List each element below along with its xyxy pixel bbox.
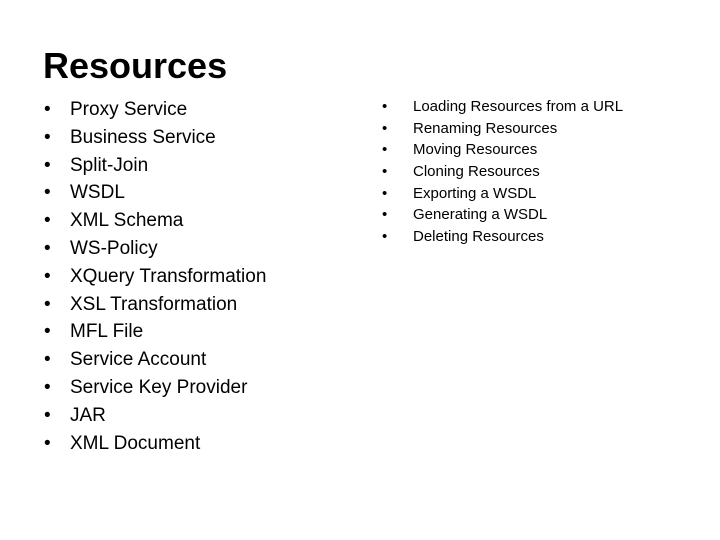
list-item-label: Service Key Provider [70, 376, 248, 398]
list-item-label: Business Service [70, 126, 216, 148]
bullet-icon: • [382, 141, 388, 159]
list-item [44, 291, 344, 319]
bullet-icon: • [44, 404, 51, 426]
list-item-label: WS-Policy [70, 237, 158, 259]
resource-types-list [44, 96, 344, 457]
list-item-label: XQuery Transformation [70, 265, 267, 287]
bullet-icon: • [44, 376, 51, 398]
list-item [382, 183, 712, 205]
list-item-label: Split-Join [70, 154, 149, 176]
list-item [44, 346, 344, 374]
list-item [44, 96, 344, 124]
bullet-icon: • [44, 265, 51, 287]
list-item [44, 263, 344, 291]
list-item-label: Service Account [70, 349, 207, 371]
list-item [44, 430, 344, 458]
list-item [382, 204, 712, 226]
bullet-icon: • [44, 349, 51, 371]
list-item [382, 161, 712, 183]
list-item-label: MFL File [70, 321, 144, 343]
resource-tasks-list [382, 96, 712, 248]
list-item [44, 402, 344, 430]
bullet-icon: • [44, 321, 51, 343]
list-item [44, 318, 344, 346]
list-item-label: Renaming Resources [413, 119, 558, 137]
slide-title: Resources [43, 45, 228, 86]
bullet-icon: • [382, 98, 388, 115]
list-item-label: Cloning Resources [413, 163, 540, 181]
list-item [44, 235, 344, 263]
list-item [382, 96, 712, 118]
bullet-icon: • [44, 432, 51, 454]
bullet-icon: • [44, 99, 51, 120]
list-item [44, 179, 344, 207]
list-item-label: Generating a WSDL [413, 206, 548, 224]
bullet-icon: • [44, 237, 51, 259]
bullet-icon: • [44, 182, 51, 204]
list-item [382, 139, 712, 161]
list-item-label: XSL Transformation [70, 293, 238, 315]
list-item-label: JAR [70, 404, 106, 426]
list-item-label: XML Document [70, 432, 201, 454]
list-item [44, 374, 344, 402]
list-item [382, 226, 712, 248]
bullet-icon: • [44, 293, 51, 315]
bullet-icon: • [382, 163, 388, 181]
bullet-icon: • [382, 228, 388, 246]
list-item-label: XML Schema [70, 210, 184, 232]
list-item-label: Moving Resources [413, 141, 538, 159]
list-item-label: Loading Resources from a URL [413, 98, 624, 115]
bullet-icon: • [382, 184, 388, 202]
list-item [44, 207, 344, 235]
bullet-icon: • [382, 206, 388, 224]
bullet-icon: • [382, 119, 388, 137]
list-item-label: Deleting Resources [413, 228, 544, 246]
list-item-label: Proxy Service [70, 99, 188, 120]
list-item-label: Exporting a WSDL [413, 184, 537, 202]
bullet-icon: • [44, 126, 51, 148]
bullet-icon: • [44, 154, 51, 176]
list-item [44, 124, 344, 152]
list-item [44, 152, 344, 180]
bullet-icon: • [44, 210, 51, 232]
list-item [382, 118, 712, 140]
list-item-label: WSDL [70, 182, 125, 204]
